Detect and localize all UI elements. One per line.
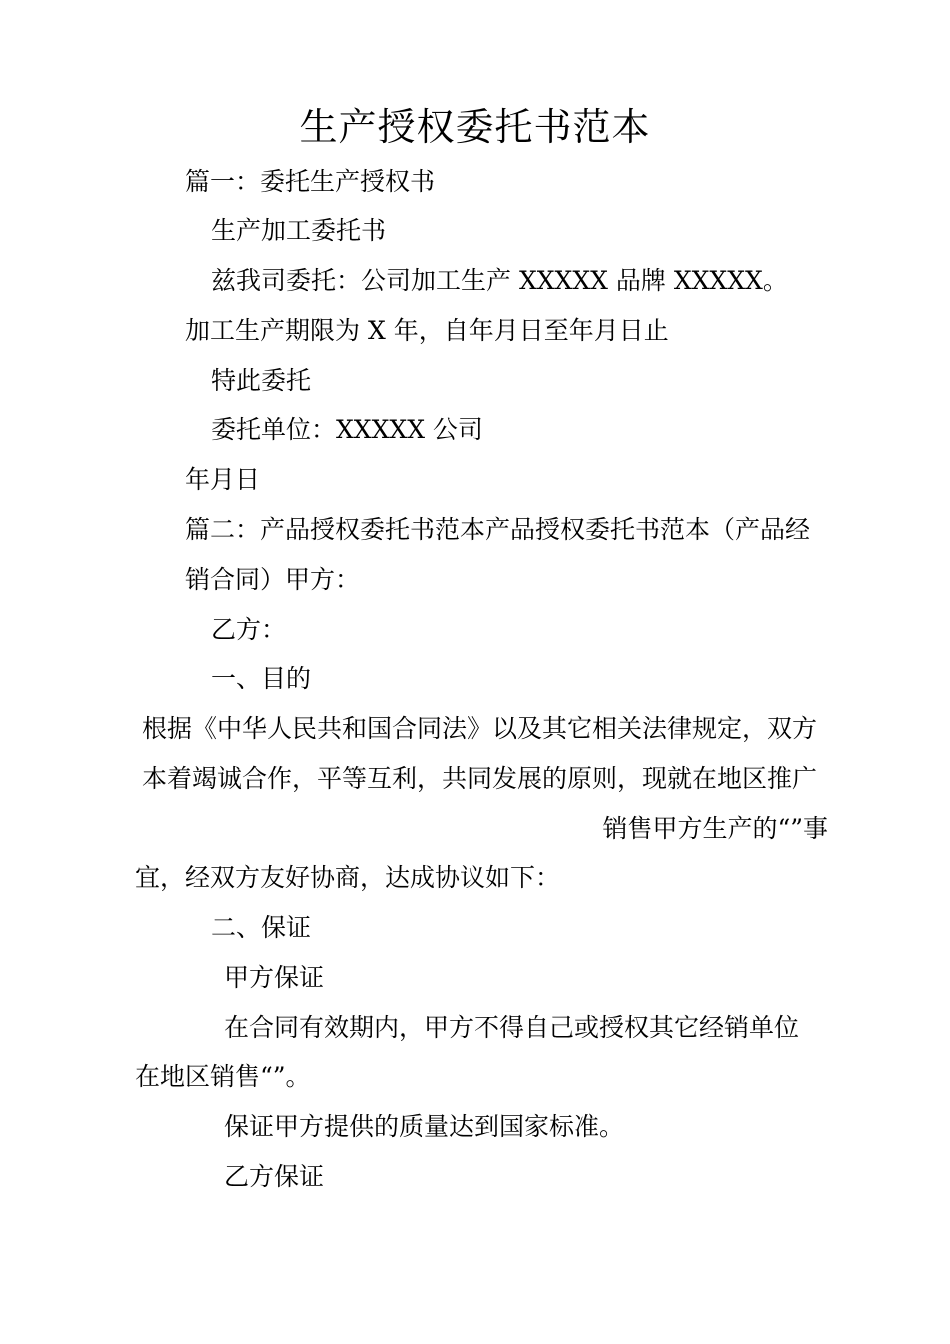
sub-heading: 乙方保证 bbox=[224, 1162, 325, 1191]
paragraph-line: 委托单位：XXXXX 公司 bbox=[211, 415, 483, 444]
clause-heading: 二、保证 bbox=[211, 913, 312, 942]
section-heading-1: 篇一：委托生产授权书 bbox=[185, 167, 436, 196]
clause-heading: 一、目的 bbox=[211, 664, 312, 693]
paragraph-line: 乙方： bbox=[211, 615, 287, 644]
paragraph-line: 在合同有效期内，甲方不得自己或授权其它经销单位 bbox=[224, 1013, 800, 1042]
sub-heading: 甲方保证 bbox=[224, 963, 325, 992]
paragraph-line: 根据《中华人民共和国合同法》以及其它相关法律规定，双方 bbox=[142, 714, 818, 743]
paragraph-line: 本着竭诚合作，平等互利，共同发展的原则，现就在地区推广 bbox=[142, 764, 818, 793]
paragraph-line: 特此委托 bbox=[211, 366, 312, 395]
paragraph-line: 销售甲方生产的“”事 bbox=[602, 814, 828, 843]
paragraph-line: 宜，经双方友好协商，达成协议如下： bbox=[135, 863, 561, 892]
paragraph-line: 年月日 bbox=[185, 465, 261, 494]
paragraph-line: 生产加工委托书 bbox=[211, 216, 387, 245]
paragraph-line: 兹我司委托：公司加工生产 XXXXX 品牌 XXXXX。 bbox=[211, 266, 788, 295]
section-heading-2: 篇二：产品授权委托书范本产品授权委托书范本（产品经 bbox=[185, 515, 811, 544]
paragraph-line: 销合同）甲方： bbox=[185, 565, 361, 594]
paragraph-line: 加工生产期限为 X 年，自年月日至年月日止 bbox=[185, 316, 669, 345]
paragraph-line: 在地区销售“”。 bbox=[135, 1062, 311, 1091]
paragraph-line: 保证甲方提供的质量达到国家标准。 bbox=[224, 1112, 625, 1141]
document-title: 生产授权委托书范本 bbox=[299, 105, 651, 149]
